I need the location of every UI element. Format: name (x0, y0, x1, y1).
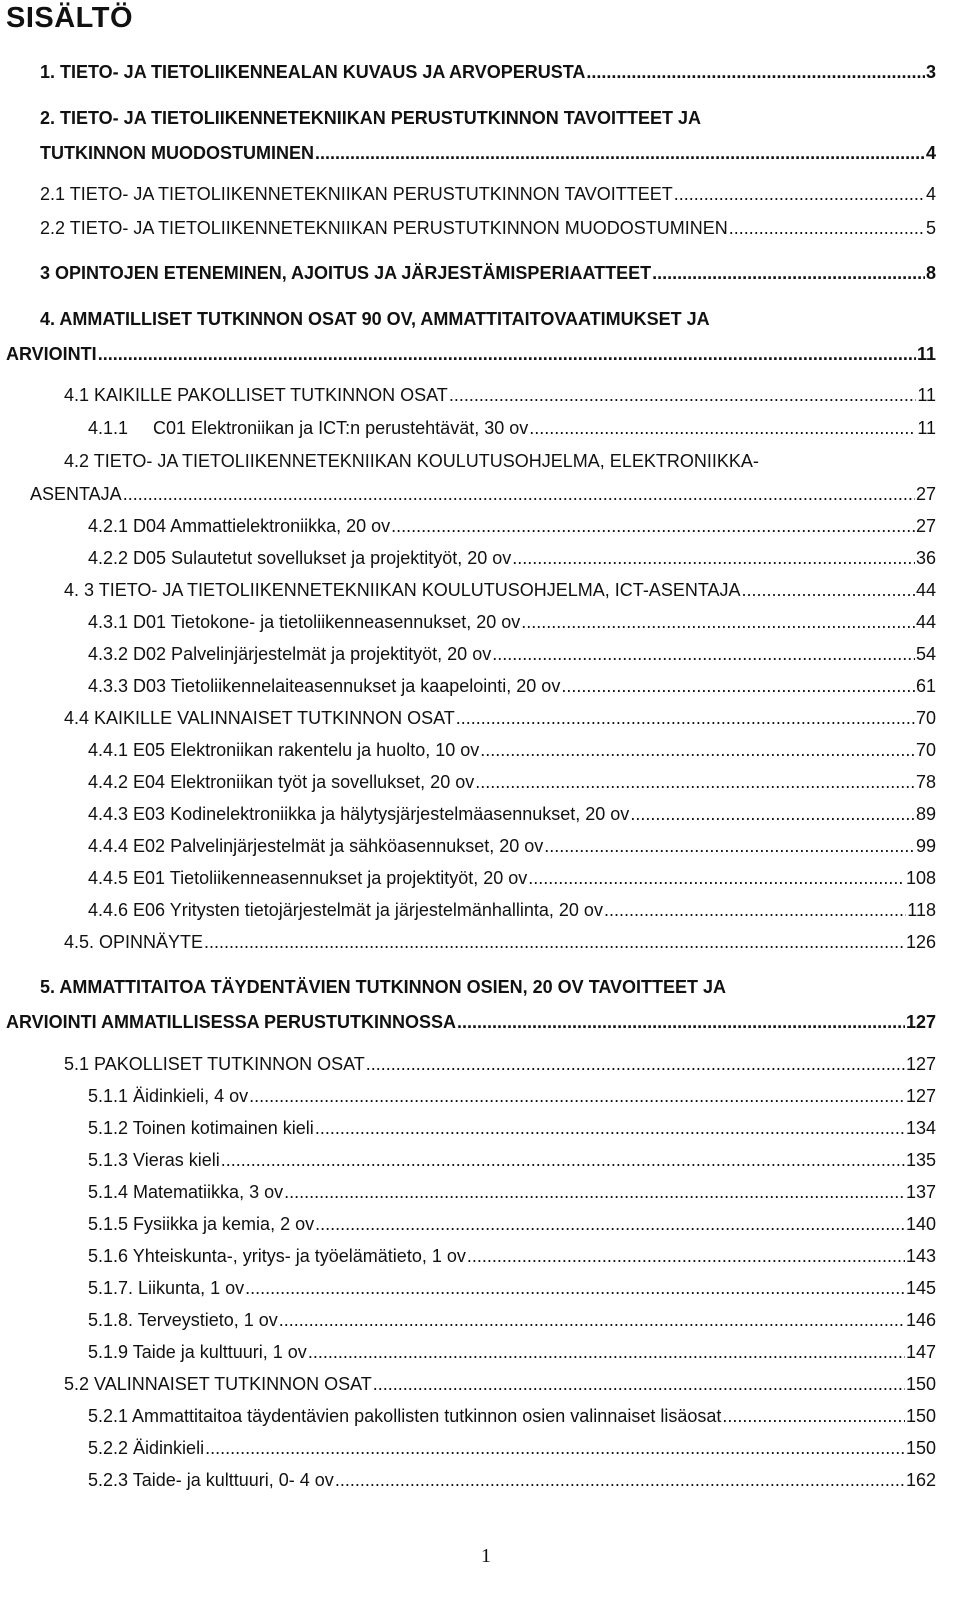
dot-leader (315, 1116, 905, 1140)
toc-entry[interactable] (88, 1308, 936, 1332)
dot-leader (492, 642, 915, 666)
toc-entry-page: 61 (915, 676, 936, 696)
toc-entry-label: 5.2.3 Taide- ja kulttuuri, 0- 4 ov (88, 1470, 334, 1490)
dot-leader (722, 1404, 905, 1428)
toc-entry-page: 99 (915, 836, 936, 856)
dot-leader (512, 546, 915, 570)
toc-entry-label: ARVIOINTI (6, 344, 97, 364)
toc-entry-label: 4.1.1 C01 Elektroniikan ja ICT:n perustehtävät, 30 ov (88, 418, 529, 438)
toc-entry-page: 147 (905, 1342, 936, 1362)
dot-leader (366, 1052, 905, 1076)
toc-entry-page: 126 (905, 932, 936, 952)
toc-entry-page: 8 (925, 263, 936, 283)
toc-entry-label: 5.1 PAKOLLISET TUTKINNON OSAT (64, 1054, 365, 1074)
toc-entry-label: 4.3.2 D02 Palvelinjärjestelmät ja projektityöt, 20 ov (88, 644, 492, 664)
toc-entry[interactable] (64, 578, 936, 602)
toc-entry-label: 1. TIETO- JA TIETOLIIKENNEALAN KUVAUS JA ARVOPERUSTA (40, 62, 586, 82)
dot-leader (480, 738, 915, 762)
toc-entry-page: 4 (925, 143, 936, 163)
toc-entry-page: 11 (917, 418, 936, 438)
toc-entry[interactable] (88, 1212, 936, 1236)
dot-leader (544, 834, 915, 858)
toc-entry[interactable] (64, 449, 936, 473)
toc-entry[interactable] (64, 1372, 936, 1396)
toc-entry[interactable] (88, 1180, 936, 1204)
toc-entry[interactable] (40, 106, 936, 130)
toc-entry[interactable] (40, 60, 936, 84)
toc-entry-page: 89 (915, 804, 936, 824)
toc-entry-label: 5.1.8. Terveystieto, 1 ov (88, 1310, 278, 1330)
toc-entry-page: 44 (915, 612, 936, 632)
toc-entry[interactable] (40, 261, 936, 285)
toc-entry-page: 127 (905, 1012, 936, 1032)
toc-entry-label: 5.1.5 Fysiikka ja kemia, 2 ov (88, 1214, 315, 1234)
toc-entry[interactable] (40, 216, 936, 240)
toc-entry-label: 5.1.6 Yhteiskunta-, yritys- ja työelämätieto, 1 ov (88, 1246, 466, 1266)
toc-entry[interactable] (64, 706, 936, 730)
toc-entry[interactable] (88, 514, 936, 538)
toc-entry[interactable] (88, 866, 936, 890)
toc-entry-page: 108 (905, 868, 936, 888)
dot-leader (204, 930, 905, 954)
toc-entry-label: 4.3.1 D01 Tietokone- ja tietoliikenneasennukset, 20 ov (88, 612, 521, 632)
toc-entry-label: ARVIOINTI AMMATILLISESSA PERUSTUTKINNOSSA (6, 1012, 457, 1032)
dot-leader (221, 1148, 905, 1172)
dot-leader (586, 60, 925, 84)
toc-entry[interactable] (88, 1084, 936, 1108)
dot-leader (98, 342, 916, 366)
dot-leader (729, 216, 925, 240)
toc-entry-label: 4.5. OPINNÄYTE (64, 932, 204, 952)
toc-entry-label: 4.4.6 E06 Yritysten tietojärjestelmät ja järjestelmänhallinta, 20 ov (88, 900, 603, 920)
dot-leader (308, 1340, 905, 1364)
toc-entry[interactable] (40, 141, 936, 165)
toc-entry-label: 2.1 TIETO- JA TIETOLIIKENNETEKNIIKAN PERUSTUTKINNON TAVOITTEET (40, 184, 673, 204)
toc-entry[interactable] (88, 610, 936, 634)
toc-entry[interactable] (88, 834, 936, 858)
toc-entry-page: 54 (915, 644, 936, 664)
toc-entry-page: 44 (915, 580, 936, 600)
toc-entry-label: 4.2.1 D04 Ammattielektroniikka, 20 ov (88, 516, 391, 536)
dot-leader (249, 1084, 905, 1108)
toc-entry[interactable] (88, 1148, 936, 1172)
toc-entry-label: 5.1.7. Liikunta, 1 ov (88, 1278, 245, 1298)
toc-entry-label: 5.1.1 Äidinkieli, 4 ov (88, 1086, 249, 1106)
toc-entry-page: 70 (915, 740, 936, 760)
dot-leader (279, 1308, 905, 1332)
toc-entry-page: 146 (905, 1310, 936, 1330)
toc-entry-label: ASENTAJA (30, 484, 122, 504)
dot-leader (245, 1276, 905, 1300)
toc-entry[interactable] (88, 898, 936, 922)
dot-leader (529, 416, 916, 440)
toc-entry-page: 150 (905, 1438, 936, 1458)
dot-leader (315, 1212, 905, 1236)
toc-entry-page: 5 (925, 218, 936, 238)
dot-leader (630, 802, 915, 826)
toc-entry[interactable] (40, 182, 936, 206)
toc-entry-label: 4.1 KAIKILLE PAKOLLISET TUTKINNON OSAT (64, 385, 448, 405)
toc-entry-page: 36 (915, 548, 936, 568)
toc-entry[interactable] (40, 307, 936, 331)
toc-entry-label: 5. AMMATTITAITOA TÄYDENTÄVIEN TUTKINNON OSIEN, 20 OV TAVOITTEET JA (40, 977, 727, 997)
toc-entry-label: 4.4.4 E02 Palvelinjärjestelmät ja sähköasennukset, 20 ov (88, 836, 544, 856)
dot-leader (284, 1180, 905, 1204)
dot-leader (315, 141, 925, 165)
toc-entry[interactable] (88, 1404, 936, 1428)
toc-entry[interactable] (6, 342, 936, 366)
toc-entry-label: 4. AMMATILLISET TUTKINNON OSAT 90 OV, AMMATTITAITOVAATIMUKSET JA (40, 309, 710, 329)
toc-entry[interactable] (40, 975, 936, 999)
toc-entry-label: 5.1.4 Matematiikka, 3 ov (88, 1182, 284, 1202)
dot-leader (475, 770, 915, 794)
toc-entry-page: 27 (915, 484, 936, 504)
toc-entry[interactable] (64, 1052, 936, 1076)
toc-entry-label: 5.1.3 Vieras kieli (88, 1150, 220, 1170)
toc-entry-page: 143 (905, 1246, 936, 1266)
toc-entry-label: 4.4 KAIKILLE VALINNAISET TUTKINNON OSAT (64, 708, 455, 728)
toc-entry-label: 4.3.3 D03 Tietoliikennelaiteasennukset ja kaapelointi, 20 ov (88, 676, 561, 696)
toc-entry-page: 11 (917, 385, 936, 405)
dot-leader (742, 578, 915, 602)
toc-entry-label: 3 OPINTOJEN ETENEMINEN, AJOITUS JA JÄRJESTÄMISPERIAATTEET (40, 263, 652, 283)
toc-entry-page: 134 (905, 1118, 936, 1138)
toc-entry-page: 150 (905, 1406, 936, 1426)
toc-entry-page: 127 (905, 1086, 936, 1106)
toc-entry[interactable] (88, 1340, 936, 1364)
toc-entry-page: 3 (925, 62, 936, 82)
toc-entry[interactable] (88, 770, 936, 794)
toc-entry-page: 70 (915, 708, 936, 728)
toc-entry[interactable] (88, 674, 936, 698)
toc-entry[interactable] (88, 1276, 936, 1300)
toc-entry[interactable] (88, 546, 936, 570)
dot-leader (373, 1372, 905, 1396)
toc-entry-label: 4.2.2 D05 Sulautetut sovellukset ja projektityöt, 20 ov (88, 548, 512, 568)
toc-entry-page: 135 (905, 1150, 936, 1170)
toc-entry[interactable] (88, 738, 936, 762)
toc-entry-label: 2. TIETO- JA TIETOLIIKENNETEKNIIKAN PERUSTUTKINNON TAVOITTEET JA (40, 108, 702, 128)
toc-entry-label: 5.2.1 Ammattitaitoa täydentävien pakollisten tutkinnon osien valinnaiset lisäosat (88, 1406, 722, 1426)
toc-entry-page: 137 (905, 1182, 936, 1202)
toc-entry-page: 145 (905, 1278, 936, 1298)
dot-leader (467, 1244, 905, 1268)
toc-entry[interactable] (30, 482, 936, 506)
toc-entry-label: 5.2.2 Äidinkieli (88, 1438, 205, 1458)
toc-entry-page: 118 (907, 900, 936, 920)
toc-entry-label: 4.4.2 E04 Elektroniikan työt ja sovellukset, 20 ov (88, 772, 475, 792)
toc-entry-label: 2.2 TIETO- JA TIETOLIIKENNETEKNIIKAN PERUSTUTKINNON MUODOSTUMINEN (40, 218, 728, 238)
toc-entry-page: 140 (905, 1214, 936, 1234)
dot-leader (391, 514, 915, 538)
toc-entry-label: 4.4.5 E01 Tietoliikenneasennukset ja projektityöt, 20 ov (88, 868, 528, 888)
dot-leader (604, 898, 906, 922)
toc-entry[interactable] (88, 802, 936, 826)
toc-entry[interactable] (88, 1116, 936, 1140)
toc-entry[interactable] (64, 383, 936, 407)
dot-leader (457, 1010, 905, 1034)
toc-entry-page: 11 (916, 344, 936, 364)
toc-entry-page: 27 (915, 516, 936, 536)
toc-entry-page: 78 (915, 772, 936, 792)
toc-entry-label: 5.1.2 Toinen kotimainen kieli (88, 1118, 314, 1138)
dot-leader (528, 866, 905, 890)
toc-entry-label: 4. 3 TIETO- JA TIETOLIIKENNETEKNIIKAN KOULUTUSOHJELMA, ICT-ASENTAJA (64, 580, 741, 600)
toc-entry-page: 127 (905, 1054, 936, 1074)
toc-entry-label: 5.2 VALINNAISET TUTKINNON OSAT (64, 1374, 372, 1394)
dot-leader (456, 706, 915, 730)
dot-leader (123, 482, 915, 506)
toc-entry[interactable] (88, 642, 936, 666)
toc-entry[interactable] (6, 1010, 936, 1034)
dot-leader (561, 674, 915, 698)
dot-leader (674, 182, 925, 206)
page-title: SISÄLTÖ (6, 2, 134, 34)
toc-entry[interactable] (88, 1436, 936, 1460)
dot-leader (335, 1468, 905, 1492)
toc-entry-label: 4.4.3 E03 Kodinelektroniikka ja hälytysjärjestelmäasennukset, 20 ov (88, 804, 630, 824)
dot-leader (205, 1436, 905, 1460)
toc-entry-label: TUTKINNON MUODOSTUMINEN (40, 143, 314, 163)
toc-entry-page: 150 (905, 1374, 936, 1394)
toc-entry[interactable] (88, 1244, 936, 1268)
toc-entry-label: 5.1.9 Taide ja kulttuuri, 1 ov (88, 1342, 307, 1362)
dot-leader (449, 383, 917, 407)
dot-leader (521, 610, 915, 634)
toc-entry-label: 4.2 TIETO- JA TIETOLIIKENNETEKNIIKAN KOULUTUSOHJELMA, ELEKTRONIIKKA- (64, 451, 759, 471)
toc-entry-page: 162 (905, 1470, 936, 1490)
dot-leader (652, 261, 925, 285)
toc-entry[interactable] (88, 416, 936, 440)
toc-entry-page: 4 (925, 184, 936, 204)
toc-entry[interactable] (64, 930, 936, 954)
toc-entry[interactable] (88, 1468, 936, 1492)
page-number: 1 (481, 1545, 491, 1567)
toc-entry-label: 4.4.1 E05 Elektroniikan rakentelu ja huolto, 10 ov (88, 740, 480, 760)
